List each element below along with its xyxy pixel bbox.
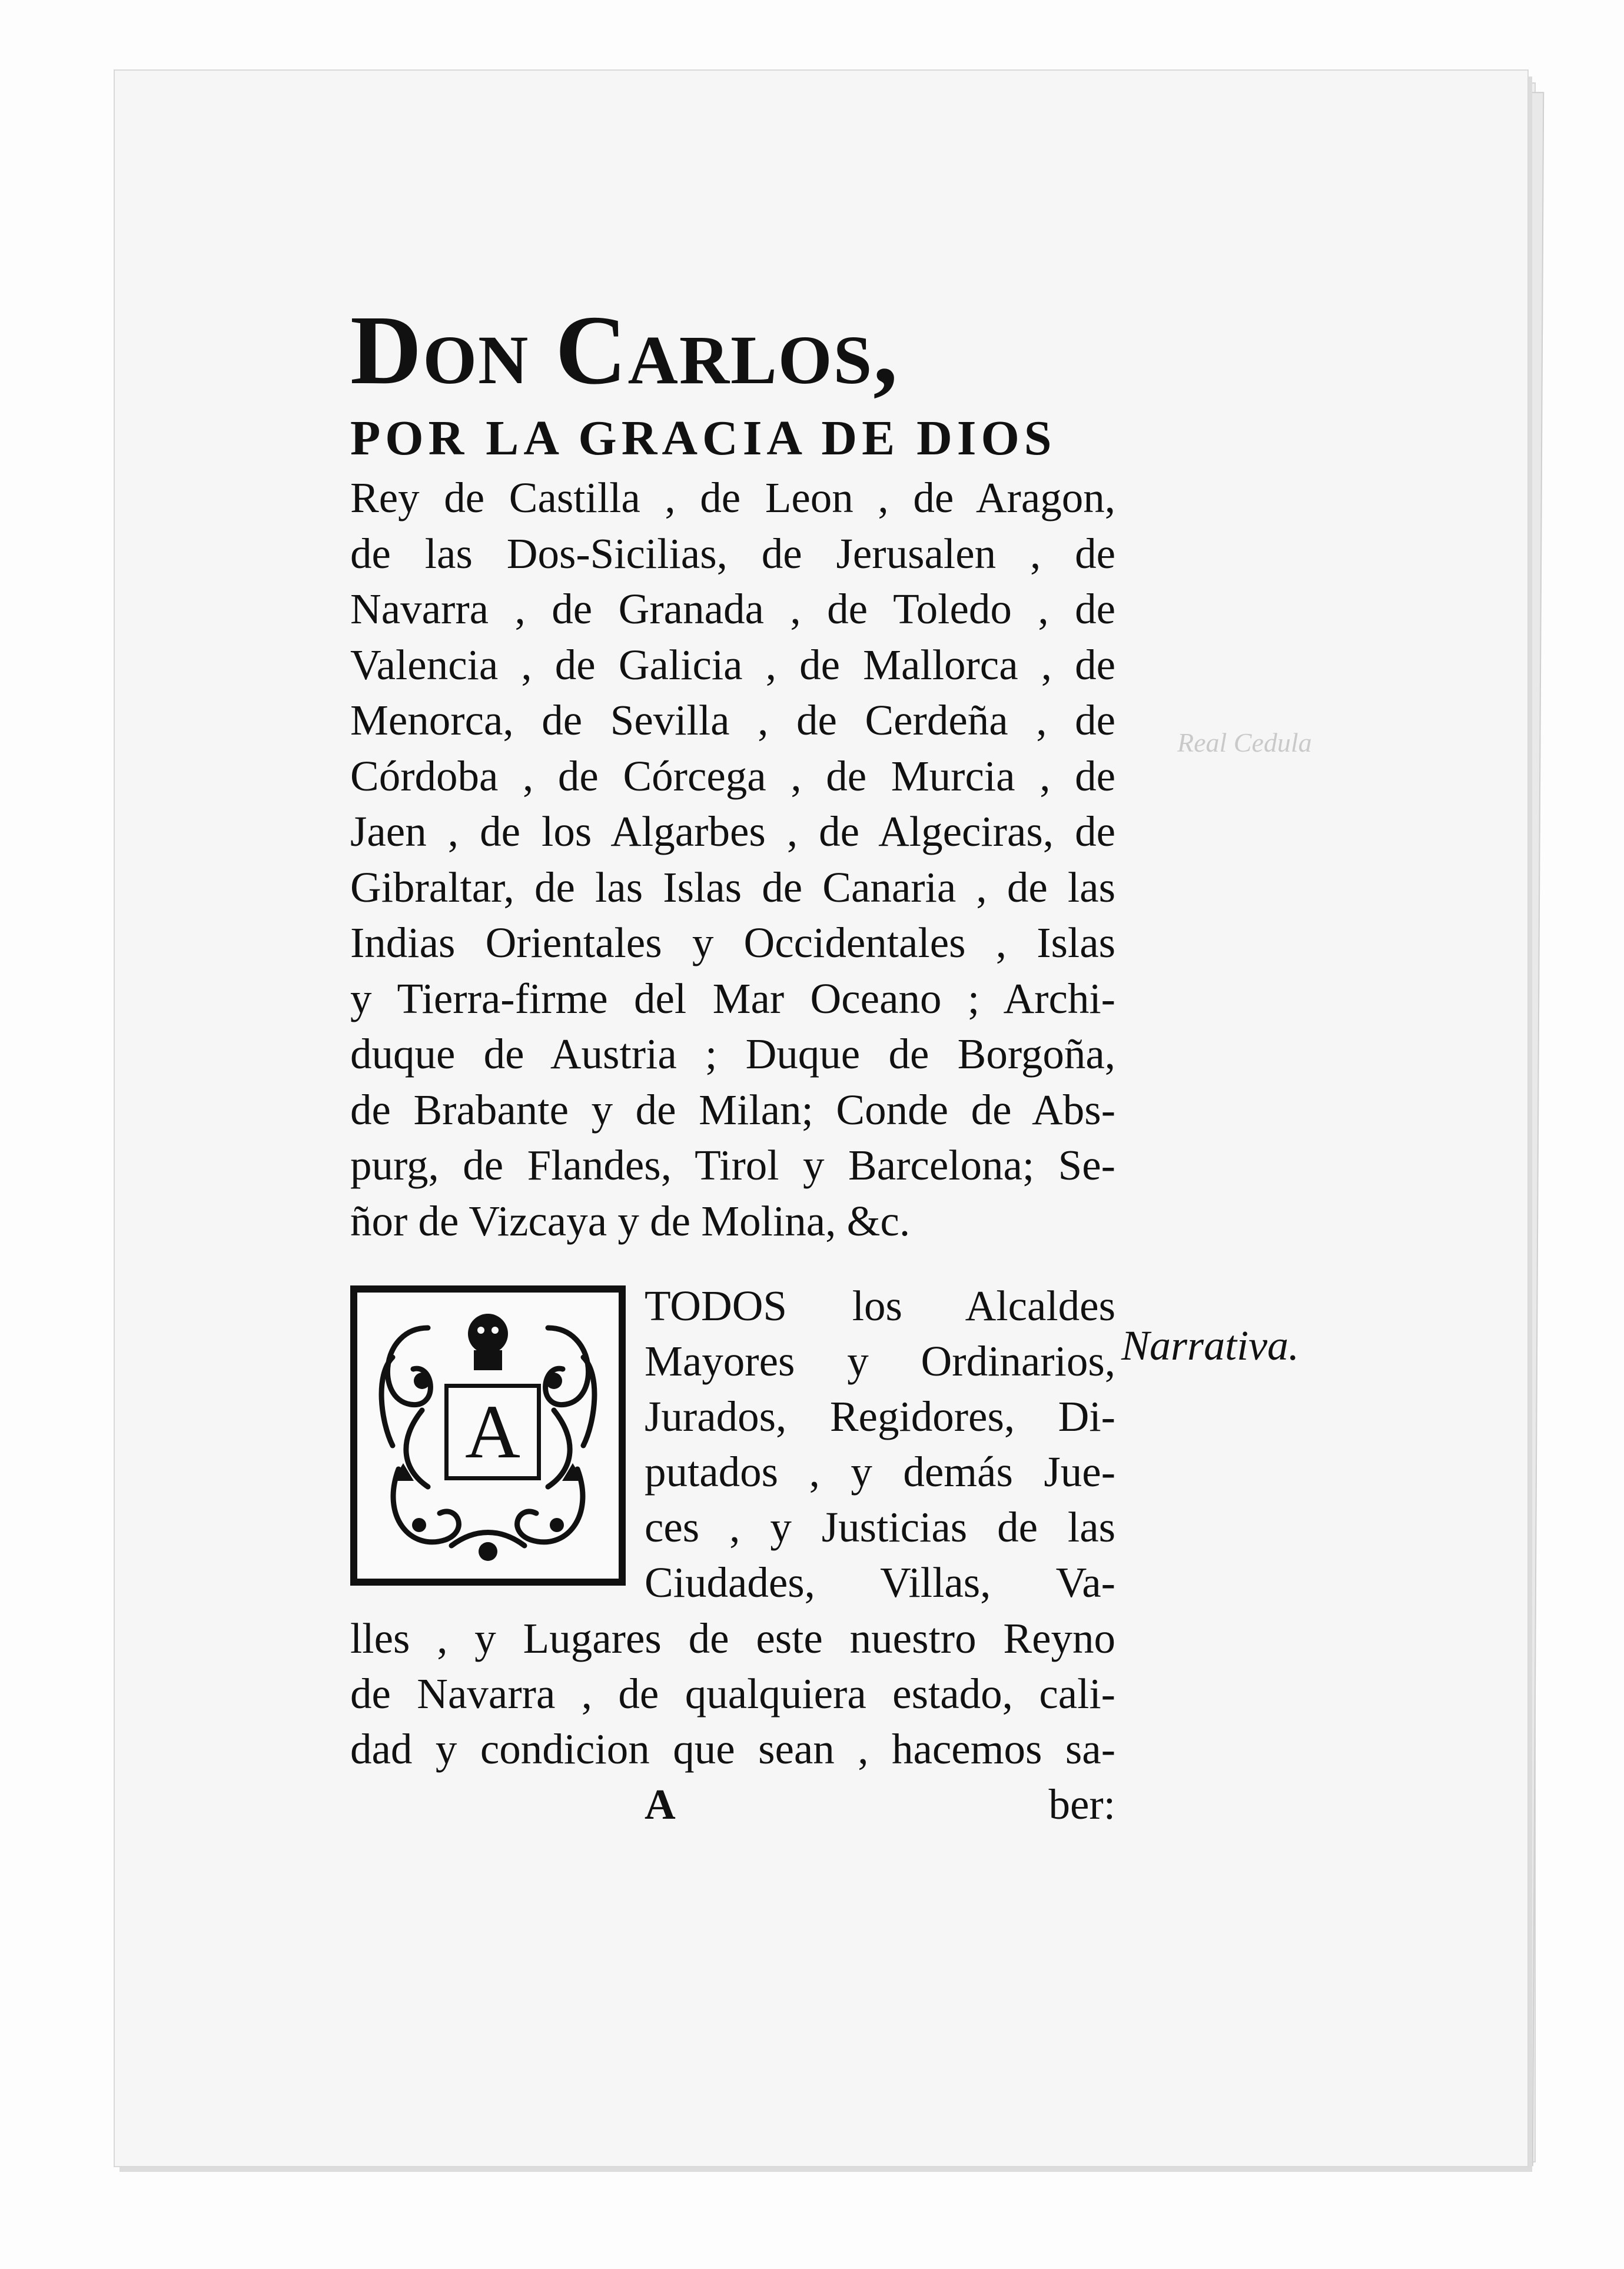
royal-titles: [350, 470, 1115, 1249]
address-opening: [645, 1278, 1115, 1610]
titles-line: Valencia , de Galicia , de Mallorca , de: [350, 640, 1115, 689]
address-continuation: [350, 1611, 1115, 1832]
titles-line: de las Dos-Sicilias, de Jerusalen , de: [350, 529, 1115, 577]
titles-line: purg, de Flandes, Tirol y Barcelona; Se-: [350, 1141, 1115, 1189]
address-line: TODOS los Alcaldes: [645, 1282, 1115, 1330]
margin-faint-note: Real Cedula: [1177, 727, 1312, 758]
catchword: ber:: [1048, 1780, 1115, 1828]
titles-line: de Brabante y de Milan; Conde de Abs-: [350, 1085, 1115, 1134]
address-line: putados , y demás Jue-: [645, 1448, 1115, 1496]
address-line: dad y condicion que sean , hacemos sa-: [350, 1725, 1115, 1773]
document-title: Don Carlos,: [350, 295, 899, 405]
titles-line: Menorca, de Sevilla , de Cerdeña , de: [350, 696, 1115, 744]
signature-mark: A: [645, 1780, 676, 1828]
text-column: [350, 297, 1115, 1826]
address-line: de Navarra , de qualquiera estado, cali-: [350, 1670, 1115, 1717]
titles-line: Gibraltar, de las Islas de Canaria , de las: [350, 863, 1115, 911]
titles-line: Navarra , de Granada , de Toledo , de: [350, 585, 1115, 633]
titles-line: ñor de Vizcaya y de Molina, &c.: [350, 1197, 911, 1245]
margin-note: Narrativa.: [1121, 1322, 1300, 1369]
address-section: [350, 1278, 1115, 1826]
address-line: ces , y Justicias de las: [645, 1503, 1115, 1551]
address-line: Jurados, Regidores, Di-: [645, 1393, 1115, 1440]
titles-line: Indias Orientales y Occidentales , Islas: [350, 919, 1115, 966]
titles-line: duque de Austria ; Duque de Borgoña,: [350, 1030, 1115, 1078]
titles-line: Rey de Castilla , de Leon , de Aragon,: [350, 474, 1115, 521]
titles-line: y Tierra-firme del Mar Oceano ; Archi-: [350, 974, 1115, 1022]
initial-letter: A: [444, 1384, 541, 1480]
address-line: Mayores y Ordinarios,: [645, 1337, 1115, 1385]
address-line: Ciudades, Villas, Va-: [645, 1559, 1115, 1606]
address-line: lles , y Lugares de este nuestro Reyno: [350, 1614, 1115, 1662]
decorated-initial: [350, 1285, 626, 1586]
document-subtitle: POR LA GRACIA DE DIOS: [350, 411, 1057, 466]
titles-line: Jaen , de los Algarbes , de Algeciras, de: [350, 808, 1115, 855]
page-footer-row: [350, 1777, 1115, 1832]
titles-line: Córdoba , de Córcega , de Murcia , de: [350, 752, 1115, 800]
